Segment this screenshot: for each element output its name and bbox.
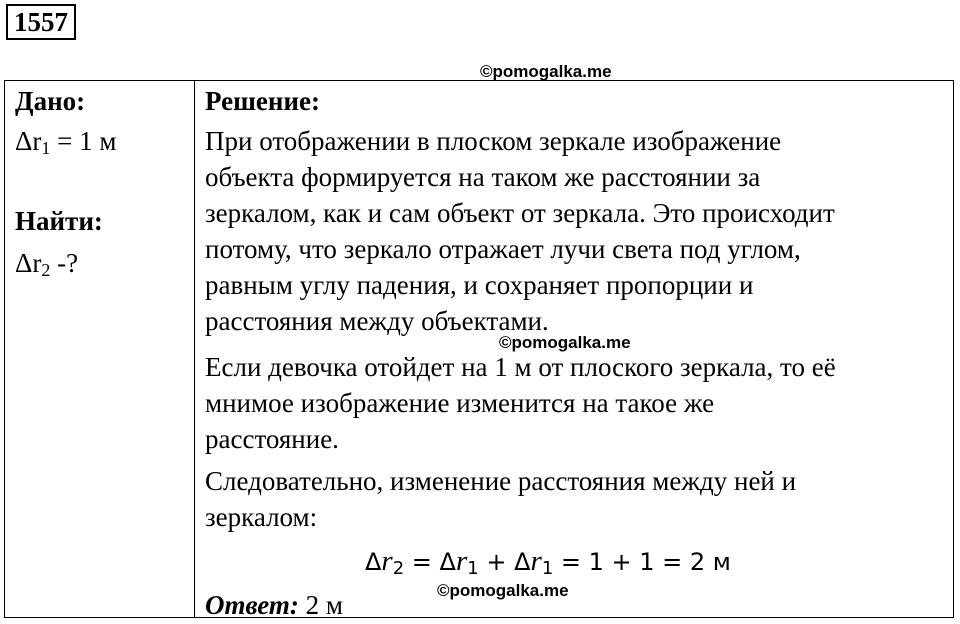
paragraph-line: При отображении в плоском зеркале изображение (205, 126, 782, 156)
problem-number: 1557 (6, 4, 76, 40)
watermark: ©pomogalka.me (499, 333, 631, 352)
paragraph-line: расстояние. (205, 424, 339, 454)
answer: Ответ: 2 м (205, 590, 343, 620)
paragraph-line: мнимое изображение изменится на такое же (205, 388, 715, 418)
watermark: ©pomogalka.me (480, 62, 612, 81)
paragraph-line: Следовательно, изменение расстояния между ней и (205, 466, 797, 496)
paragraph-line: потому, что зеркало отражает лучи света под углом, (205, 234, 801, 264)
watermark: ©pomogalka.me (437, 581, 569, 600)
find-header: Найти: (15, 206, 103, 236)
paragraph-line: расстояния между объектами. (205, 306, 549, 336)
given-header: Дано: (15, 86, 86, 116)
given-value: $\Delta r_1 = 1$ м (15, 126, 117, 158)
paragraph-line: равным углу падения, и сохраняет пропорции и (205, 270, 754, 300)
paragraph-line: зеркалом, как и сам объект от зеркала. Это происходит (205, 198, 835, 228)
formula: $\Delta r_2 = \Delta r_1 + \Delta r_1 = 1 + 1 = 2$ м (365, 545, 731, 579)
solution-header: Решение: (205, 86, 320, 116)
paragraph-line: зеркалом: (205, 502, 318, 532)
paragraph-line: объекта формируется на таком же расстоянии за (205, 162, 761, 192)
paragraph-line: Если девочка отойдет на 1 м от плоского зеркала, то её (205, 352, 836, 382)
column-divider (194, 81, 195, 617)
solution-table (4, 80, 954, 618)
find-value: $\Delta r_2$ -? (15, 248, 79, 280)
